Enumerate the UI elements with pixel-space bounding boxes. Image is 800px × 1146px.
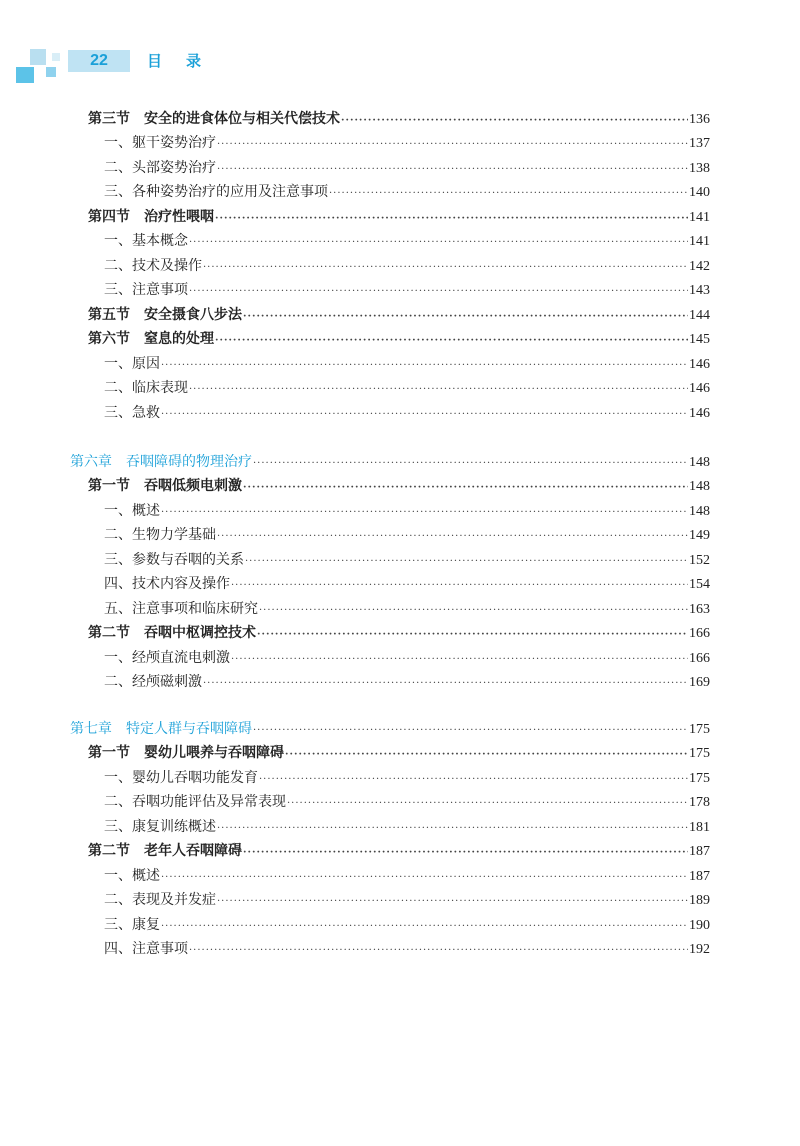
toc-sub-entry[interactable] [104,377,710,399]
toc-entry-page: 166 [689,651,710,666]
toc-entry-title: 第六章 吞咽障碍的物理治疗 [70,454,252,470]
dot-leader [189,379,688,401]
toc-entry-title: 二、表现及并发症 [104,892,216,908]
toc-entry-page: 146 [689,357,710,372]
dot-leader [245,551,688,573]
toc-section-entry[interactable] [88,206,710,228]
toc-entry-page: 138 [689,161,710,176]
toc-entry-title: 一、婴幼儿吞咽功能发育 [104,770,258,786]
toc-entry-title: 四、注意事项 [104,941,188,957]
dot-leader [243,306,688,328]
toc-entry-page: 148 [689,455,710,470]
toc-entry-page: 169 [689,675,710,690]
toc-entry-page: 146 [689,381,710,396]
toc-sub-entry[interactable] [104,402,710,424]
toc-entry-page: 163 [689,602,710,617]
toc-entry-title: 二、头部姿势治疗 [104,160,216,176]
dot-leader [203,673,688,695]
header-title: 目录 [147,52,226,70]
toc-entry-title: 第六节 窒息的处理 [88,331,214,347]
toc-entry-title: 二、临床表现 [104,380,188,396]
toc-sub-entry[interactable] [104,573,710,595]
toc-entry-title: 三、康复训练概述 [104,819,216,835]
toc-entry-page: 148 [689,504,710,519]
dot-leader [243,477,688,499]
toc-entry-page: 187 [689,844,710,859]
toc-entry-title: 一、概述 [104,503,160,519]
toc-section-entry[interactable] [88,622,710,644]
toc-entry-page: 154 [689,577,710,592]
toc-entry-title: 三、注意事项 [104,282,188,298]
dot-leader [259,600,688,622]
toc-entry-title: 一、原因 [104,356,160,372]
toc-entry-page: 175 [689,746,710,761]
toc-entry-page: 144 [689,308,710,323]
toc-entry-page: 187 [689,869,710,884]
decor-square [16,67,34,83]
dot-leader [161,355,688,377]
toc-sub-entry[interactable] [104,132,710,154]
dot-leader [231,649,688,671]
page-header [0,0,800,90]
toc-section-entry[interactable] [88,304,710,326]
toc-entry-title: 四、技术内容及操作 [104,576,230,592]
toc-entry-page: 166 [689,626,710,641]
page-number: 22 [90,52,108,69]
decor-square [46,67,56,77]
dot-leader [161,916,688,938]
dot-leader [189,232,688,254]
toc-entry-title: 五、注意事项和临床研究 [104,601,258,617]
dot-leader [329,183,688,205]
decor-square [52,53,60,61]
toc-entry-page: 175 [689,771,710,786]
toc-sub-entry[interactable] [104,791,710,813]
toc-entry-page: 141 [689,234,710,249]
dot-leader [259,769,688,791]
toc-entry-page: 140 [689,185,710,200]
toc-entry-title: 一、基本概念 [104,233,188,249]
toc-entry-page: 145 [689,332,710,347]
toc-sub-entry[interactable] [104,671,710,693]
toc-sub-entry[interactable] [104,230,710,252]
toc-entry-title: 三、康复 [104,917,160,933]
toc-entry-page: 192 [689,942,710,957]
dot-leader [215,208,688,230]
toc-entry-page: 149 [689,528,710,543]
toc-sub-entry[interactable] [104,255,710,277]
toc-entry-page: 189 [689,893,710,908]
dot-leader [243,842,688,864]
toc-section-entry[interactable] [88,742,710,764]
toc-sub-entry[interactable] [104,279,710,301]
toc-sub-entry[interactable] [104,549,710,571]
toc-section-entry[interactable] [88,328,710,350]
toc-entry-title: 二、生物力学基础 [104,527,216,543]
toc-section-entry[interactable] [88,108,710,130]
dot-leader [215,330,688,352]
dot-leader [189,281,688,303]
toc-entry-page: 152 [689,553,710,568]
toc-sub-entry[interactable] [104,524,710,546]
toc-sub-entry[interactable] [104,647,710,669]
toc-entry-title: 三、各种姿势治疗的应用及注意事项 [104,184,328,200]
dot-leader [161,867,688,889]
toc-entry-page: 175 [689,722,710,737]
toc-entry-title: 二、技术及操作 [104,258,202,274]
dot-leader [161,404,688,426]
dot-leader [161,502,688,524]
toc-entry-title: 二、吞咽功能评估及异常表现 [104,794,286,810]
toc-sub-entry[interactable] [104,938,710,960]
toc-sub-entry[interactable] [104,816,710,838]
toc-entry-title: 第一节 吞咽低频电刺激 [88,478,242,494]
toc-entry-page: 142 [689,259,710,274]
toc-entry-page: 181 [689,820,710,835]
toc-entry-title: 第五节 安全摄食八步法 [88,307,242,323]
toc-sub-entry[interactable] [104,157,710,179]
toc-sub-entry[interactable] [104,889,710,911]
toc-sub-entry[interactable] [104,353,710,375]
toc-sub-entry[interactable] [104,914,710,936]
toc-entry-page: 141 [689,210,710,225]
toc-entry-page: 190 [689,918,710,933]
toc-entry-title: 一、经颅直流电刺激 [104,650,230,666]
toc-entry-title: 一、概述 [104,868,160,884]
toc-sub-entry[interactable] [104,500,710,522]
toc-section-entry[interactable] [88,840,710,862]
decor-square [30,49,46,65]
toc-entry-title: 三、急救 [104,405,160,421]
toc-entry-title: 二、经颅磁刺激 [104,674,202,690]
toc-entry-title: 第二节 吞咽中枢调控技术 [88,625,256,641]
dot-leader [231,575,688,597]
dot-leader [203,257,688,279]
toc-entry-title: 第七章 特定人群与吞咽障碍 [70,721,252,737]
toc-entry-page: 178 [689,795,710,810]
toc-entry-page: 146 [689,406,710,421]
toc-entry-title: 第四节 治疗性喂咽 [88,209,214,225]
toc-sub-entry[interactable] [104,181,710,203]
dot-leader [257,624,688,646]
toc-entry-title: 三、参数与吞咽的关系 [104,552,244,568]
toc-entry-page: 136 [689,112,710,127]
dot-leader [217,526,688,548]
dot-leader [253,453,688,475]
dot-leader [285,744,688,766]
toc-entry-title: 第一节 婴幼儿喂养与吞咽障碍 [88,745,284,761]
dot-leader [253,720,688,742]
dot-leader [341,110,688,132]
dot-leader [287,793,688,815]
toc-entry-title: 第二节 老年人吞咽障碍 [88,843,242,859]
dot-leader [217,818,688,840]
toc-entry-title: 一、躯干姿势治疗 [104,135,216,151]
toc-entry-page: 143 [689,283,710,298]
toc-sub-entry[interactable] [104,865,710,887]
toc-section-entry[interactable] [88,475,710,497]
toc-entry-page: 137 [689,136,710,151]
dot-leader [217,134,688,156]
toc-entry-title: 第三节 安全的进食体位与相关代偿技术 [88,111,340,127]
dot-leader [189,940,688,962]
toc-chapter-entry[interactable] [70,718,710,740]
dot-leader [217,159,688,181]
toc-sub-entry[interactable] [104,598,710,620]
toc-chapter-entry[interactable] [70,451,710,473]
dot-leader [217,891,688,913]
toc-entry-page: 148 [689,479,710,494]
toc-sub-entry[interactable] [104,767,710,789]
